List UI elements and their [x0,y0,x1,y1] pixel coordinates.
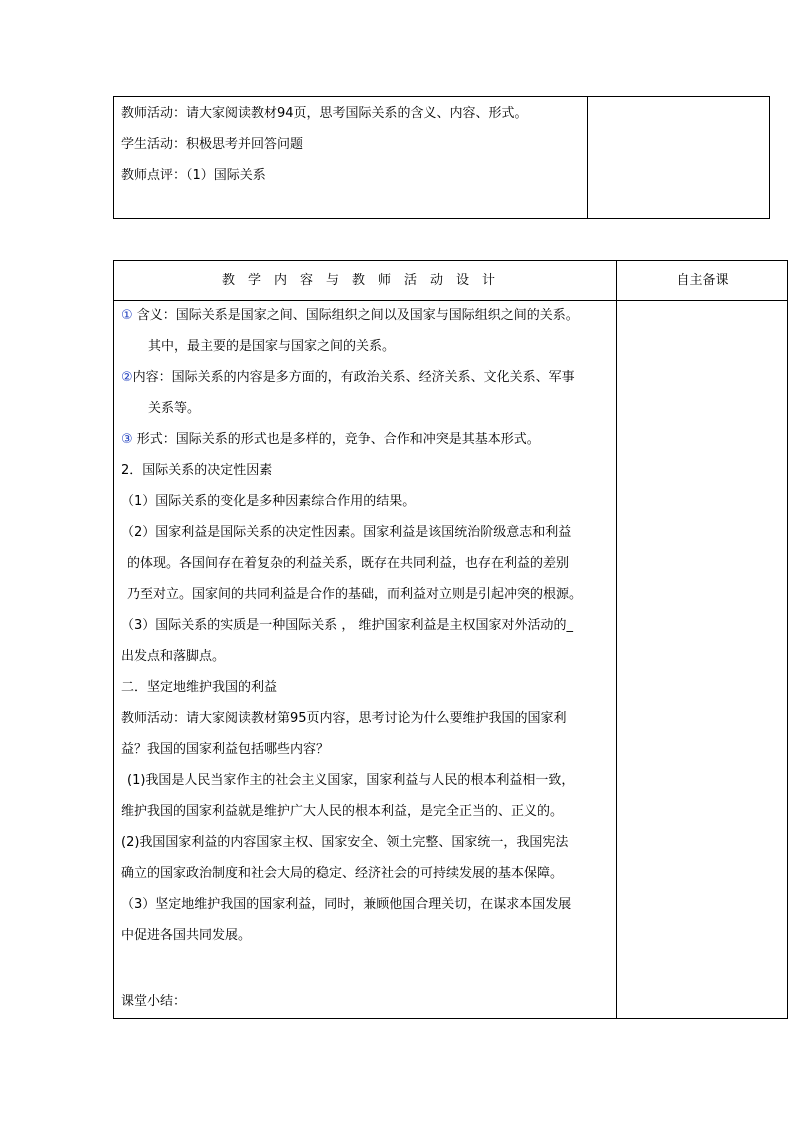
content-line: (2)我国国家利益的内容国家主权、国家安全、领土完整、国家统一，我国宪法 [121,835,569,850]
marker: ① [121,308,133,323]
content-line: 其中，最主要的是国家与国家之间的关系。 [148,339,396,354]
self-prep-column-header: 自主备课 [676,273,729,288]
content-line: 出发点和落脚点。 [121,649,226,664]
student-activity-text: 学生活动：积极思考并回答问题 [121,137,304,152]
content-line: （3）国际关系的实质是一种国际关系 ， 维护国家利益是主权国家对外活动的_ [121,618,574,633]
class-summary-label: 课堂小结： [121,994,187,1009]
content-line: （1）国际关系的变化是多种因素综合作用的结果。 [121,494,416,509]
content-line: ②内容：国际关系的内容是多方面的，有政治关系、经济关系、文化关系、军事 [121,370,575,385]
content-line: 关系等。 [148,401,201,416]
section-heading: 2．国际关系的决定性因素 [121,463,273,478]
marker: ② [121,370,133,385]
teacher-comment-text: 教师点评：（1）国际关系 [121,168,266,183]
content-line: 确立的国家政治制度和社会大局的稳定、经济社会的可持续发展的基本保障。 [121,866,564,881]
content-line: 维护我国的国家利益就是维护广大人民的根本利益，是完全正当的、正义的。 [121,804,564,819]
column-divider [587,97,588,218]
content-line: 益？我国的国家利益包括哪些内容？ [121,742,330,757]
content-line: ① 含义：国际关系是国家之间、国际组织之间以及国家与国际组织之间的关系。 [121,308,579,323]
content-column-header: 教学内容与教师活动设计 [221,273,508,288]
marker: ③ [121,432,133,447]
section-heading: 二．坚定地维护我国的利益 [121,680,278,695]
content-line: ③ 形式：国际关系的形式也是多样的，竞争、合作和冲突是其基本形式。 [121,432,540,447]
column-divider [616,261,617,1018]
content-line: （3）坚定地维护我国的国家利益，同时，兼顾他国合理关切，在谋求本国发展 [121,897,572,912]
content-line: 中促进各国共同发展。 [121,928,252,943]
header-divider [114,300,787,301]
content-design-table [113,260,788,1019]
content-line: （2）国家利益是国际关系的决定性因素。国家利益是该国统治阶级意志和利益 [121,525,572,540]
content-line: 教师活动：请大家阅读教材第95页内容，思考讨论为什么要维护我国的国家利 [121,711,567,726]
activity-table [113,96,770,219]
content-line: 乃至对立。国家间的共同利益是合作的基础，而利益对立则是引起冲突的根源。 [127,587,583,602]
content-line: 的体现。各国间存在着复杂的利益关系，既存在共同利益，也存在利益的差别 [127,556,570,571]
content-line: (1)我国是人民当家作主的社会主义国家，国家利益与人民的根本利益相一致， [127,773,575,788]
teacher-activity-text: 教师活动：请大家阅读教材94页，思考国际关系的含义、内容、形式。 [121,106,528,121]
